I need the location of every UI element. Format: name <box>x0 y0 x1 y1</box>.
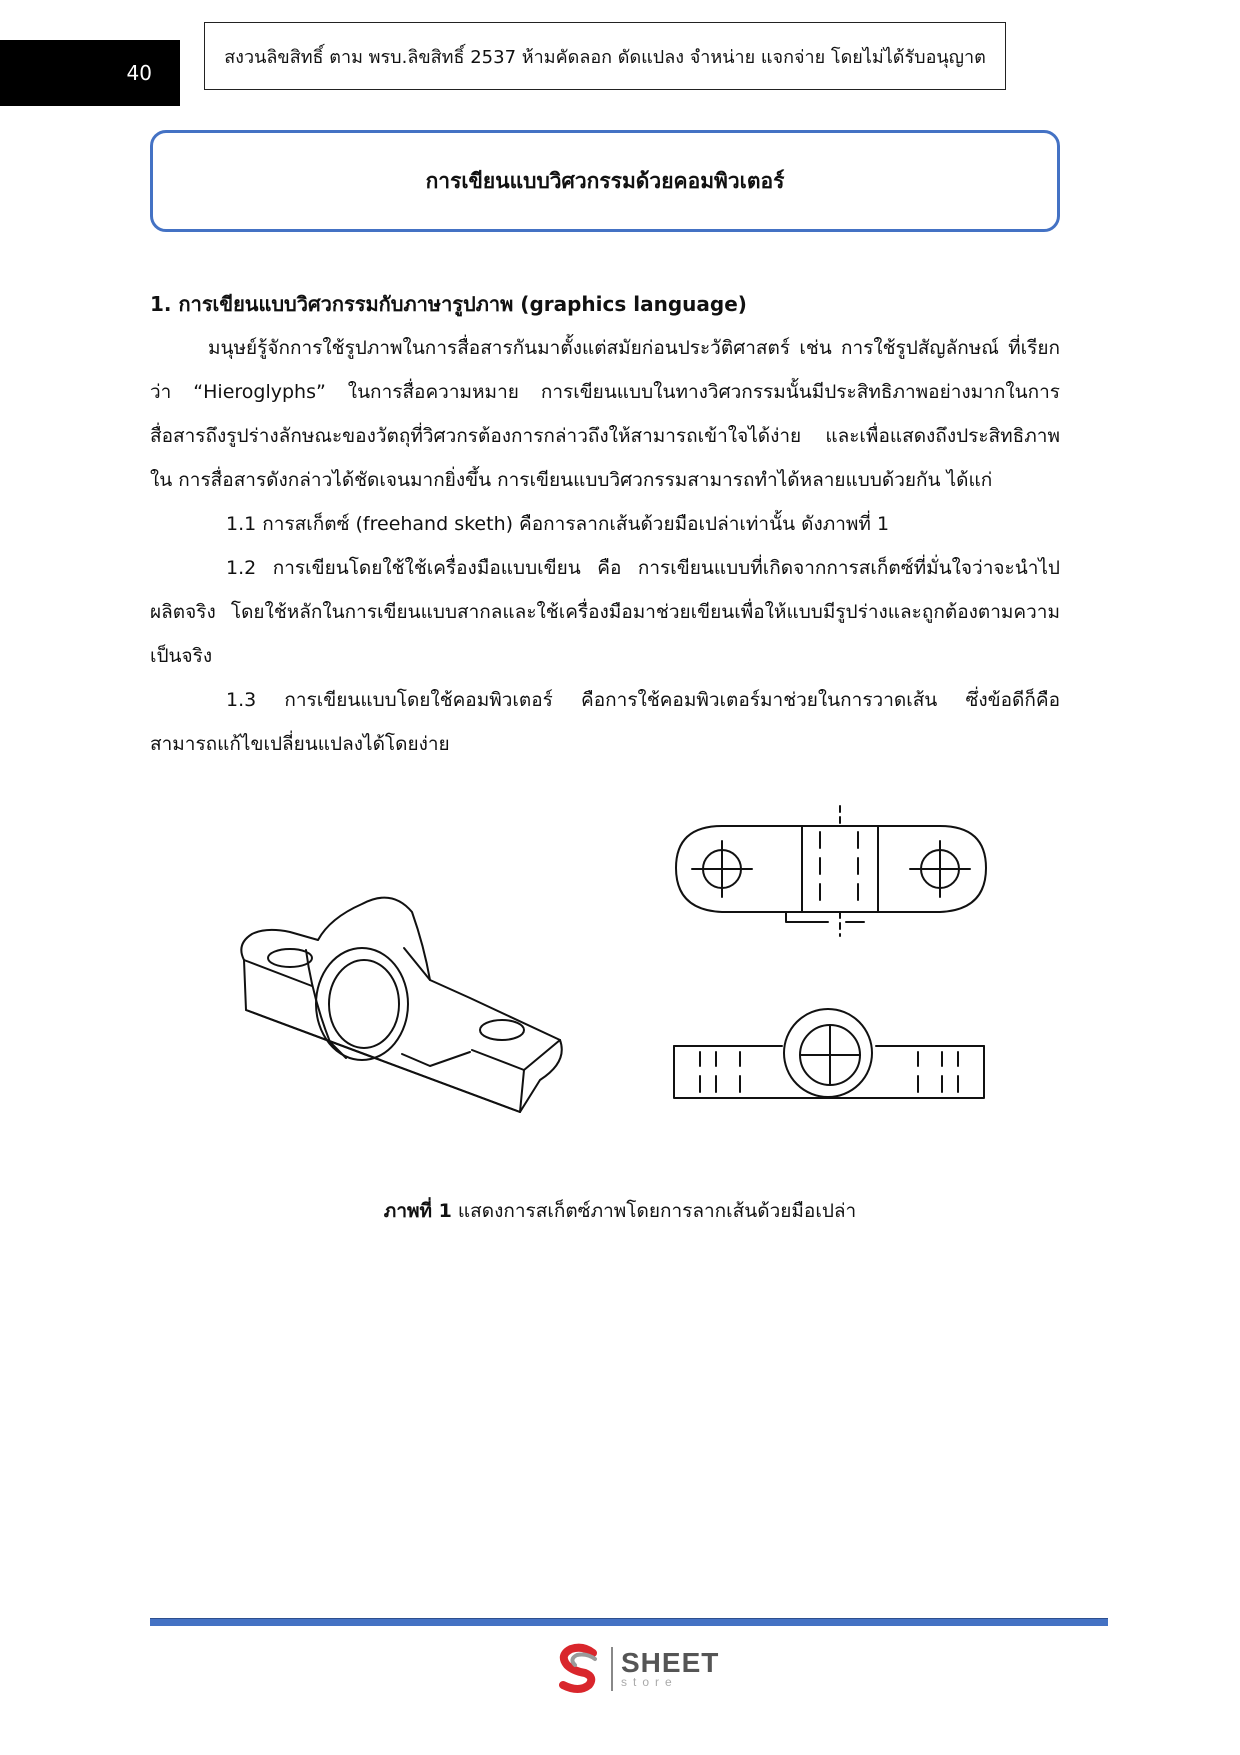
logo-name: SHEET <box>621 1647 720 1678</box>
list-item: 1.3 การเขียนแบบโดยใช้คอมพิวเตอร์ คือการใช้คอมพิวเตอร์มาช่วยในการวาดเส้น ซึ่งข้อดีก็คือสามารถแก้ไขเปลี่ยนแปลงได้โดยง่าย <box>150 689 1060 755</box>
figure-caption <box>0 1196 1240 1226</box>
logo-wordmark <box>621 1647 720 1689</box>
logo-subtitle: store <box>621 1675 678 1689</box>
section-heading: 1. การเขียนแบบวิศวกรรมกับภาษารูปภาพ (graphics language) <box>150 292 747 316</box>
page-number: 40 <box>0 40 180 106</box>
figure-caption-text: แสดงการสเก็ตซ์ภาพโดยการลากเส้นด้วยมือเปล่า <box>451 1200 857 1222</box>
list-item: 1.2 การเขียนโดยใช้ใช้เครื่องมือแบบเขียน คือ การเขียนแบบที่เกิดจากการสเก็ตซ์ที่มั่นใจว่าจะนำไปผลิตจริง โดยใช้หลักในการเขียนแบบสากลและใช้เครื่องมือมาช่วยเขียนเพื่อให้แบบมีรูปร่างและถูกต้องตามความเป็นจริง <box>150 557 1060 667</box>
sheet-store-logo <box>553 1640 733 1698</box>
list-item: 1.1 การสเก็ตซ์ (freehand sketh) คือการลากเส้นด้วยมือเปล่าเท่านั้น ดังภาพที่ 1 <box>226 513 890 535</box>
sheet-store-logo-icon <box>553 1643 605 1695</box>
page-title: การเขียนแบบวิศวกรรมด้วยคอมพิวเตอร์ <box>150 130 1060 232</box>
top-view-sketch <box>676 806 986 936</box>
front-view-sketch <box>674 1009 984 1098</box>
isometric-sketch <box>241 898 561 1112</box>
copyright-notice: สงวนลิขสิทธิ์ ตาม พรบ.ลิขสิทธิ์ 2537 ห้ามคัดลอก ดัดแปลง จำหน่าย แจกจ่าย โดยไม่ได้รับอนุญาต <box>204 22 1006 90</box>
logo-divider <box>611 1647 613 1691</box>
figure-caption-label: ภาพที่ 1 <box>383 1200 452 1222</box>
footer-divider <box>150 1618 1108 1626</box>
intro-paragraph: มนุษย์รู้จักการใช้รูปภาพในการสื่อสารกันมาตั้งแต่สมัยก่อนประวัติศาสตร์ เช่น การใช้รูปสัญลักษณ์ ที่เรียกว่า “Hieroglyphs” ในการสื่อความหมาย การเขียนแบบในทางวิศวกรรมนั้นมีประสิทธิภาพอย่างมากในการสื่อสารถึงรูปร่างลักษณะของวัตถุที่วิศวกรต้องการกล่าวถึงให้สามารถเข้าใจได้ง่าย และเพื่อแสดงถึงประสิทธิภาพใน การสื่อสารดังกล่าวได้ชัดเจนมากยิ่งขึ้น การเขียนแบบวิศวกรรมสามารถทำได้หลายแบบด้วยกัน ได้แก่ <box>150 337 1060 491</box>
